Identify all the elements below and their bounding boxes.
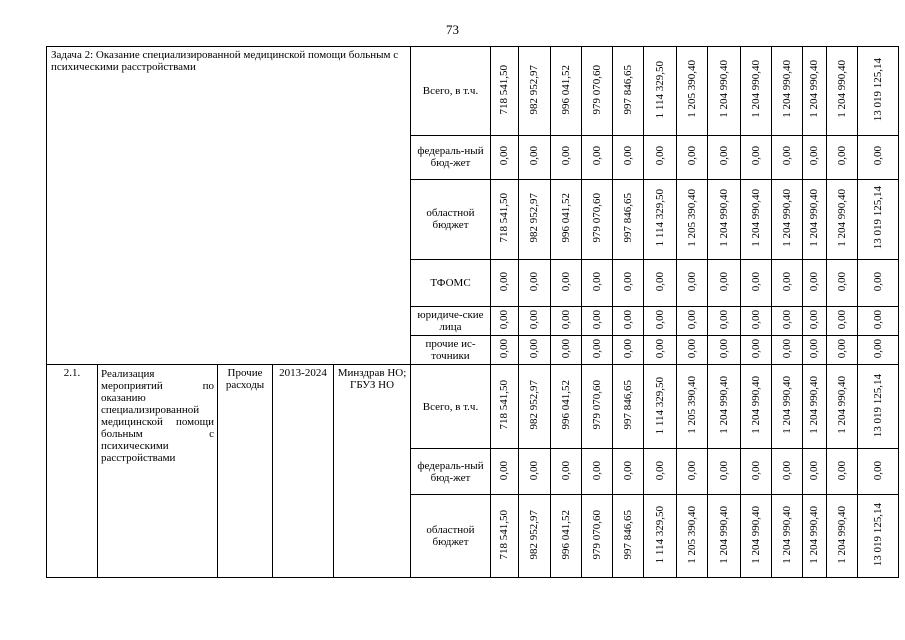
amount-cell [858, 259, 899, 306]
amount-cell [741, 448, 772, 494]
item-number: 2.1. [47, 365, 98, 578]
amount-cell [613, 135, 644, 179]
amount-cell [858, 495, 899, 578]
amount-value: 0,00 [808, 271, 820, 291]
amount-cell [677, 259, 708, 306]
amount-cell [803, 448, 827, 494]
amount-cell [613, 336, 644, 365]
amount-cell [582, 179, 613, 259]
amount-value: 0,00 [780, 339, 793, 359]
amount-cell [551, 47, 582, 136]
amount-cell [708, 135, 741, 179]
amount-value: 0,00 [685, 460, 698, 480]
amount-value: 0,00 [871, 460, 884, 480]
amount-value: 0,00 [559, 460, 572, 480]
amount-value: 0,00 [685, 309, 698, 330]
amount-cell [677, 336, 708, 365]
amount-value: 0,00 [871, 309, 884, 330]
amount-value: 0,00 [653, 339, 666, 359]
amount-cell [741, 495, 772, 578]
amount-value: 1 204 990,40 [780, 376, 793, 435]
amount-value: 0,00 [621, 309, 634, 330]
amount-value: 0,00 [871, 339, 884, 359]
amount-cell [582, 448, 613, 494]
amount-value: 718 541,50 [498, 509, 510, 560]
amount-cell [858, 47, 899, 136]
amount-value: 0,00 [717, 309, 730, 330]
amount-value: 0,00 [749, 309, 762, 330]
amount-value: 0,00 [559, 271, 572, 291]
amount-cell [708, 336, 741, 365]
amount-cell [803, 135, 827, 179]
amount-value: 997 846,65 [621, 64, 634, 115]
amount-cell [491, 47, 519, 136]
amount-value: 0,00 [835, 460, 848, 480]
amount-cell [519, 448, 551, 494]
amount-cell [519, 365, 551, 449]
item-period: 2013-2024 [273, 365, 334, 578]
amount-value: 0,00 [528, 339, 540, 359]
amount-value: 1 204 990,40 [808, 188, 820, 247]
funding-source: Всего, в т.ч. [411, 365, 491, 449]
budget-table [46, 46, 899, 578]
amount-cell [741, 306, 772, 335]
amount-cell [519, 47, 551, 136]
table-row [47, 47, 899, 136]
amount-cell [803, 306, 827, 335]
amount-cell [519, 495, 551, 578]
amount-value: 0,00 [780, 271, 793, 291]
amount-cell [582, 495, 613, 578]
amount-value: 1 114 329,50 [653, 376, 666, 434]
amount-value: 0,00 [749, 271, 762, 291]
amount-value: 0,00 [780, 460, 793, 480]
amount-value: 997 846,65 [621, 509, 634, 560]
amount-cell [582, 365, 613, 449]
amount-value: 0,00 [621, 339, 634, 359]
amount-cell [677, 135, 708, 179]
amount-cell [858, 448, 899, 494]
amount-value: 1 204 990,40 [749, 376, 762, 435]
amount-value: 0,00 [871, 146, 884, 166]
amount-value: 1 204 990,40 [808, 60, 820, 119]
amount-cell [582, 306, 613, 335]
amount-value: 0,00 [528, 146, 540, 166]
funding-source: прочие ис-точники [411, 336, 491, 365]
page-number: 73 [446, 22, 459, 37]
amount-value: 0,00 [653, 309, 666, 330]
amount-cell [827, 47, 858, 136]
amount-cell [827, 495, 858, 578]
amount-value: 1 204 990,40 [808, 505, 820, 564]
amount-value: 0,00 [835, 271, 848, 291]
amount-cell [551, 135, 582, 179]
amount-value: 0,00 [653, 271, 666, 291]
amount-value: 718 541,50 [498, 193, 510, 243]
amount-cell [677, 306, 708, 335]
amount-value: 13 019 125,14 [871, 186, 884, 250]
amount-value: 0,00 [498, 339, 510, 359]
amount-value: 0,00 [528, 460, 540, 480]
amount-cell [644, 448, 677, 494]
amount-value: 13 019 125,14 [871, 373, 884, 437]
amount-value: 1 205 390,40 [685, 188, 698, 247]
amount-cell [551, 495, 582, 578]
amount-value: 0,00 [808, 339, 820, 359]
amount-cell [858, 135, 899, 179]
amount-value: 1 204 990,40 [717, 505, 730, 564]
amount-value: 0,00 [780, 146, 793, 166]
amount-value: 1 204 990,40 [835, 376, 848, 435]
amount-value: 979 070,60 [590, 509, 603, 560]
amount-cell [582, 135, 613, 179]
amount-value: 1 205 390,40 [685, 376, 698, 435]
funding-source: федераль-ный бюд-жет [411, 135, 491, 179]
amount-cell [803, 259, 827, 306]
amount-cell [772, 495, 803, 578]
amount-value: 0,00 [528, 271, 540, 291]
amount-cell [519, 336, 551, 365]
item-executor: Минздрав НО; ГБУЗ НО [334, 365, 411, 578]
amount-value: 0,00 [590, 146, 603, 166]
amount-value: 996 041,52 [559, 509, 572, 560]
amount-value: 0,00 [749, 460, 762, 480]
amount-cell [613, 306, 644, 335]
amount-value: 0,00 [685, 271, 698, 291]
amount-cell [708, 179, 741, 259]
amount-value: 0,00 [498, 309, 510, 330]
amount-value: 1 204 990,40 [835, 188, 848, 247]
table-row [47, 365, 899, 449]
amount-cell [551, 259, 582, 306]
amount-value: 1 205 390,40 [685, 505, 698, 564]
amount-cell [803, 365, 827, 449]
amount-cell [827, 179, 858, 259]
amount-cell [644, 495, 677, 578]
amount-value: 1 204 990,40 [780, 60, 793, 119]
funding-source: Всего, в т.ч. [411, 47, 491, 136]
amount-value: 982 952,97 [528, 193, 540, 243]
amount-cell [491, 365, 519, 449]
amount-cell [491, 336, 519, 365]
amount-cell [491, 306, 519, 335]
amount-value: 1 204 990,40 [749, 188, 762, 247]
amount-value: 0,00 [808, 460, 820, 480]
amount-cell [644, 179, 677, 259]
amount-value: 996 041,52 [559, 193, 572, 243]
amount-cell [708, 365, 741, 449]
amount-value: 997 846,65 [621, 193, 634, 243]
amount-cell [741, 336, 772, 365]
amount-cell [491, 259, 519, 306]
amount-cell [613, 259, 644, 306]
amount-cell [741, 47, 772, 136]
amount-value: 0,00 [590, 271, 603, 291]
amount-cell [708, 306, 741, 335]
amount-cell [708, 495, 741, 578]
amount-value: 996 041,52 [559, 64, 572, 115]
amount-cell [741, 365, 772, 449]
amount-value: 0,00 [685, 339, 698, 359]
amount-value: 718 541,50 [498, 380, 510, 430]
amount-cell [803, 336, 827, 365]
amount-value: 1 114 329,50 [653, 60, 666, 118]
amount-cell [677, 365, 708, 449]
amount-value: 1 204 990,40 [808, 376, 820, 435]
amount-cell [582, 336, 613, 365]
amount-cell [741, 259, 772, 306]
amount-value: 0,00 [808, 146, 820, 166]
amount-cell [613, 365, 644, 449]
amount-cell [644, 47, 677, 136]
amount-cell [519, 135, 551, 179]
amount-cell [582, 47, 613, 136]
amount-cell [644, 365, 677, 449]
amount-cell [827, 448, 858, 494]
amount-cell [677, 495, 708, 578]
amount-cell [644, 135, 677, 179]
amount-value: 0,00 [717, 460, 730, 480]
amount-cell [803, 495, 827, 578]
amount-value: 0,00 [559, 309, 572, 330]
funding-source: юридиче-ские лица [411, 306, 491, 335]
amount-cell [803, 179, 827, 259]
funding-source: областной бюджет [411, 495, 491, 578]
amount-cell [772, 336, 803, 365]
amount-cell [772, 306, 803, 335]
amount-value: 0,00 [590, 339, 603, 359]
amount-value: 982 952,97 [528, 64, 540, 115]
amount-cell [582, 259, 613, 306]
funding-source: областной бюджет [411, 179, 491, 259]
amount-value: 1 204 990,40 [749, 505, 762, 564]
amount-cell [551, 336, 582, 365]
amount-value: 979 070,60 [590, 380, 603, 430]
amount-value: 979 070,60 [590, 64, 603, 115]
amount-value: 0,00 [621, 271, 634, 291]
amount-value: 1 204 990,40 [717, 188, 730, 247]
amount-cell [858, 336, 899, 365]
amount-value: 1 204 990,40 [780, 188, 793, 247]
funding-source: ТФОМС [411, 259, 491, 306]
amount-value: 979 070,60 [590, 193, 603, 243]
amount-cell [772, 179, 803, 259]
amount-value: 996 041,52 [559, 380, 572, 430]
amount-value: 0,00 [835, 146, 848, 166]
amount-cell [858, 179, 899, 259]
amount-cell [519, 306, 551, 335]
amount-cell [491, 179, 519, 259]
amount-cell [551, 448, 582, 494]
amount-value: 0,00 [780, 309, 793, 330]
amount-cell [772, 448, 803, 494]
amount-value: 1 204 990,40 [749, 60, 762, 119]
amount-value: 982 952,97 [528, 509, 540, 560]
amount-cell [551, 365, 582, 449]
amount-cell [772, 259, 803, 306]
amount-cell [677, 179, 708, 259]
amount-cell [858, 365, 899, 449]
amount-value: 1 204 990,40 [717, 376, 730, 435]
amount-cell [827, 259, 858, 306]
amount-value: 0,00 [590, 460, 603, 480]
amount-cell [708, 448, 741, 494]
amount-value: 0,00 [498, 146, 510, 166]
funding-source: федераль-ный бюд-жет [411, 448, 491, 494]
amount-cell [803, 47, 827, 136]
amount-cell [613, 495, 644, 578]
amount-cell [708, 47, 741, 136]
amount-value: 1 114 329,50 [653, 505, 666, 564]
amount-cell [827, 306, 858, 335]
amount-cell [613, 448, 644, 494]
amount-cell [519, 179, 551, 259]
item-name: Реализация мероприятий по оказанию специализированной медицинской помощи больным с психическими расстройствами [98, 365, 218, 578]
amount-value: 0,00 [498, 460, 510, 480]
amount-value: 13 019 125,14 [871, 57, 884, 121]
task-title: Задача 2: Оказание специализированной медицинской помощи больным с психическими расстройствами [47, 47, 411, 365]
amount-value: 1 205 390,40 [685, 60, 698, 119]
amount-value: 0,00 [685, 146, 698, 166]
amount-cell [613, 179, 644, 259]
amount-cell [827, 336, 858, 365]
amount-cell [519, 259, 551, 306]
amount-cell [644, 306, 677, 335]
amount-value: 0,00 [717, 271, 730, 291]
amount-value: 0,00 [835, 309, 848, 330]
amount-value: 0,00 [590, 309, 603, 330]
amount-cell [827, 365, 858, 449]
amount-cell [491, 495, 519, 578]
amount-cell [644, 259, 677, 306]
amount-cell [827, 135, 858, 179]
amount-value: 0,00 [559, 146, 572, 166]
amount-value: 1 204 990,40 [835, 505, 848, 564]
amount-cell [708, 259, 741, 306]
amount-value: 13 019 125,14 [871, 503, 884, 567]
amount-cell [613, 47, 644, 136]
amount-value: 0,00 [559, 339, 572, 359]
amount-value: 0,00 [749, 339, 762, 359]
amount-value: 0,00 [528, 309, 540, 330]
amount-value: 982 952,97 [528, 380, 540, 430]
amount-value: 1 204 990,40 [780, 505, 793, 564]
amount-cell [551, 179, 582, 259]
amount-value: 0,00 [717, 339, 730, 359]
amount-cell [677, 448, 708, 494]
amount-cell [741, 135, 772, 179]
amount-value: 0,00 [808, 309, 820, 330]
amount-value: 0,00 [717, 146, 730, 166]
amount-value: 0,00 [749, 146, 762, 166]
amount-cell [772, 47, 803, 136]
amount-value: 997 846,65 [621, 380, 634, 430]
amount-cell [772, 365, 803, 449]
amount-value: 0,00 [653, 460, 666, 480]
amount-value: 0,00 [621, 146, 634, 166]
amount-value: 0,00 [871, 271, 884, 291]
amount-cell [858, 306, 899, 335]
amount-value: 1 204 990,40 [717, 60, 730, 119]
amount-cell [741, 179, 772, 259]
amount-cell [491, 448, 519, 494]
amount-cell [551, 306, 582, 335]
amount-cell [677, 47, 708, 136]
amount-cell [644, 336, 677, 365]
amount-cell [772, 135, 803, 179]
amount-cell [491, 135, 519, 179]
amount-value: 0,00 [835, 339, 848, 359]
amount-value: 1 114 329,50 [653, 189, 666, 247]
amount-value: 0,00 [621, 460, 634, 480]
amount-value: 1 204 990,40 [835, 60, 848, 119]
amount-value: 0,00 [498, 271, 510, 291]
amount-value: 718 541,50 [498, 64, 510, 115]
item-expense-type: Прочие расходы [218, 365, 273, 578]
amount-value: 0,00 [653, 146, 666, 166]
